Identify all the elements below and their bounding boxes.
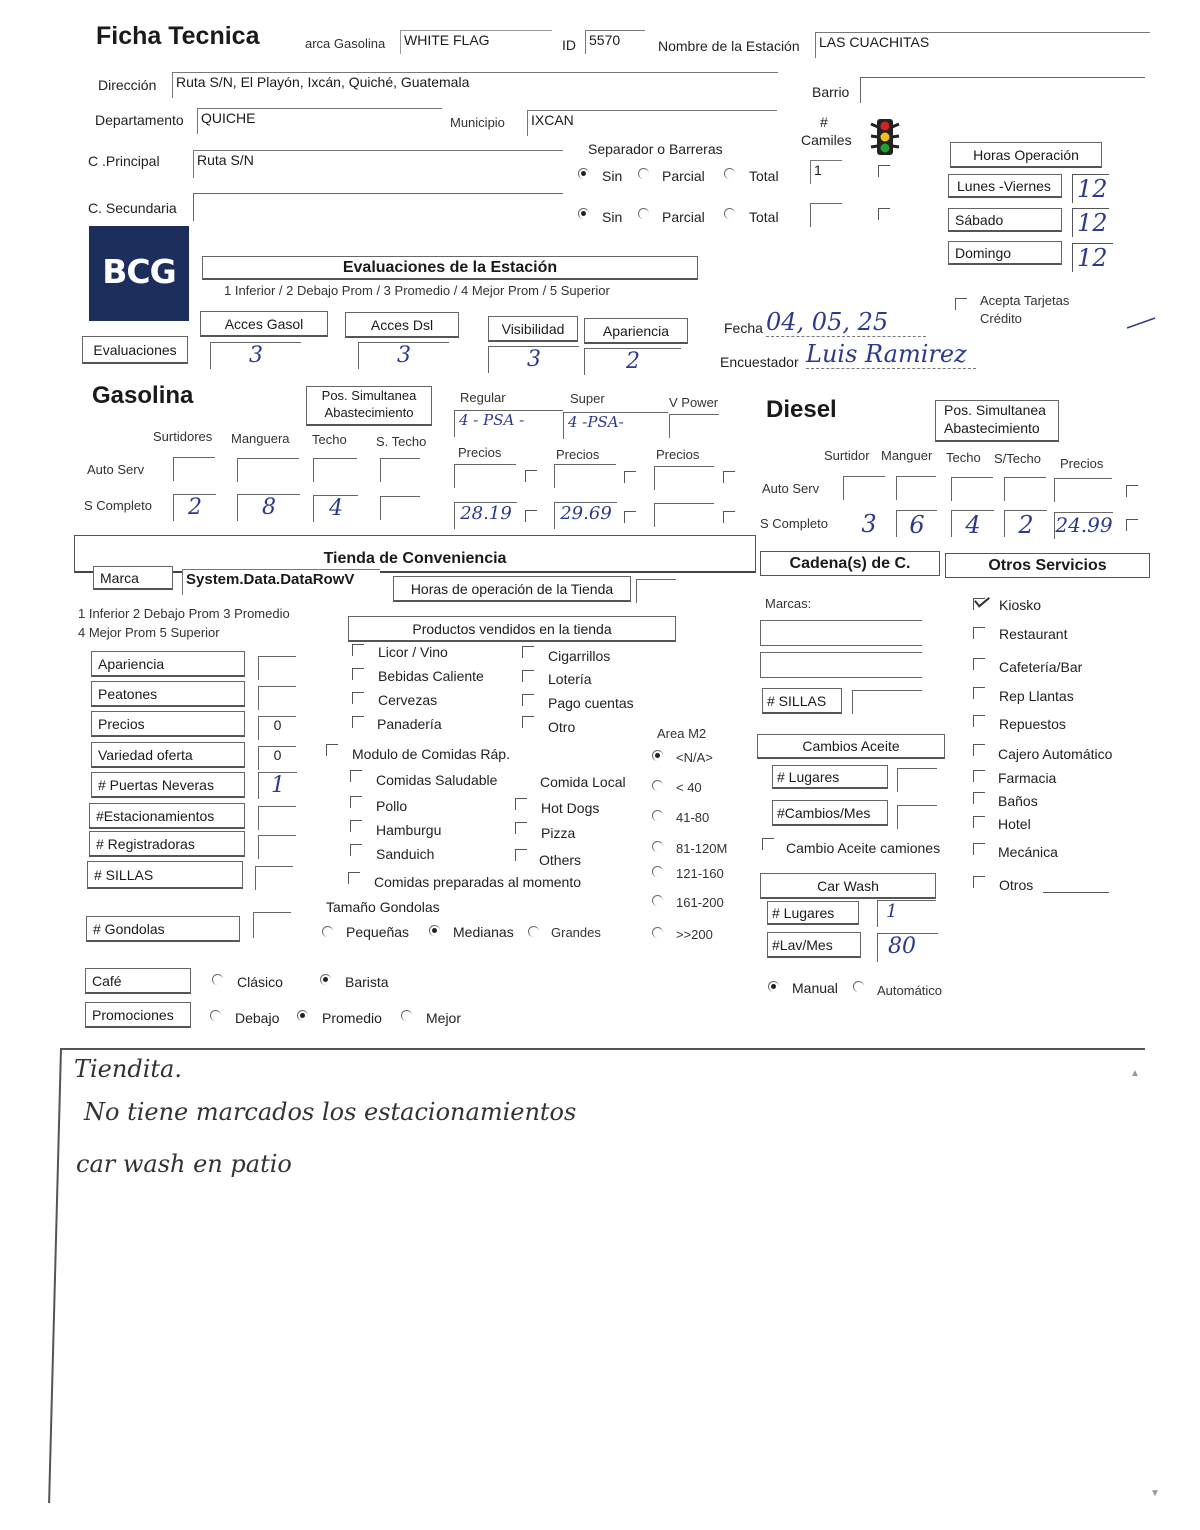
cw-lav-mes-field[interactable]: 80 (877, 933, 938, 962)
gasolina-pos-sim-line2: Abastecimiento (324, 405, 414, 420)
tienda-row-estacionamientos-label: #Estacionamientos (89, 803, 245, 829)
comidas-saludable-checkbox[interactable] (350, 770, 362, 782)
acces-dsl-label: Acces Dsl (345, 312, 459, 338)
regular-label: Regular (460, 390, 506, 405)
super-precios-label: Precios (556, 447, 600, 462)
tienda-row-peatones-label: Peatones (91, 681, 245, 707)
parcial-radio-2[interactable] (638, 208, 649, 219)
otros-label: Otros (999, 877, 1034, 893)
tienda-row-sillas-label: # SILLAS (87, 861, 243, 889)
cadena-header: Cadena(s) de C. (760, 551, 940, 576)
tienda-row-puertas-field[interactable]: 1 (258, 772, 297, 799)
diesel-s-completo-label: S Completo (760, 516, 828, 531)
others-label: Others (539, 852, 582, 868)
ca-lugares-field[interactable] (897, 768, 937, 792)
tienda-scale-2: 4 Mejor Prom 5 Superior (78, 625, 220, 640)
as-manguera-field[interactable] (237, 458, 299, 482)
cervezas-label: Cervezas (378, 692, 438, 708)
medianas-radio[interactable] (429, 925, 440, 936)
diesel-as-checkbox[interactable] (1126, 485, 1138, 497)
bcg-logo-text: BCG (102, 252, 176, 291)
cervezas-checkbox[interactable] (352, 692, 364, 704)
diesel-sc-precio-field[interactable]: 24.99 (1055, 513, 1113, 537)
tienda-header: Tienda de Conveniencia (74, 535, 756, 573)
automatico-radio[interactable] (853, 981, 864, 992)
rep-llantas-label: Rep Llantas (999, 688, 1074, 704)
banos-label: Baños (998, 793, 1038, 809)
c-secundaria-field[interactable] (193, 193, 563, 221)
hotel-checkbox[interactable] (973, 816, 985, 828)
modulo-comidas-checkbox[interactable] (326, 744, 338, 756)
promedio-label: Promedio (322, 1010, 382, 1026)
diesel-as-manguer-field[interactable] (896, 476, 936, 500)
scroll-up-icon[interactable]: ▲ (1130, 1068, 1140, 1079)
col-manguera: Manguera (231, 431, 290, 446)
cw-lugares-field[interactable]: 1 (877, 900, 936, 927)
pollo-label: Pollo (376, 798, 408, 814)
panaderia-checkbox[interactable] (352, 716, 364, 728)
tienda-marca-field[interactable]: System.Data.DataRowV (182, 569, 380, 595)
tienda-row-apariencia-field[interactable] (258, 656, 296, 680)
otros-checkbox[interactable] (973, 876, 985, 888)
cw-lav-mes-label: #Lav/Mes (767, 932, 861, 958)
sc-stecho-field[interactable] (380, 496, 420, 520)
diesel-col-manguer: Manguer (881, 448, 933, 463)
camiones-label: Camiles (801, 132, 852, 148)
tienda-row-variedad-field[interactable]: 0 (258, 746, 296, 770)
diesel-title: Diesel (766, 396, 837, 423)
sin-radio-2[interactable] (578, 208, 589, 219)
tienda-row-precios-label: Precios (91, 711, 245, 737)
camiones-hash: # (820, 114, 828, 130)
tienda-row-gondolas-field[interactable] (253, 912, 291, 938)
sin-label-1: Sin (602, 168, 623, 184)
area-200-label: >>200 (676, 927, 713, 942)
sabado-field[interactable]: 12 (1072, 208, 1109, 237)
diesel-col-surtidor: Surtidor (824, 448, 870, 463)
direccion-field[interactable]: Ruta S/N, El Playón, Ixcán, Quiché, Guatemala (172, 72, 778, 98)
credito-label: Crédito (980, 311, 1022, 326)
cadena-sillas-label: # SILLAS (762, 688, 842, 714)
camiones-field-1[interactable]: 1 (810, 160, 842, 184)
sc-super-checkbox[interactable] (624, 511, 636, 523)
comidas-preparadas-label: Comidas preparadas al momento (374, 874, 581, 890)
gasolina-title: Gasolina (92, 382, 194, 409)
departamento-label: Departamento (95, 112, 184, 128)
banos-checkbox[interactable] (973, 792, 985, 804)
super-label: Super (570, 391, 605, 406)
diesel-sc-surtidor-field[interactable]: 3 (861, 510, 877, 538)
c-principal-label: C .Principal (88, 153, 160, 169)
diesel-as-precio-field[interactable] (1054, 478, 1112, 502)
marca-gasolina-field[interactable]: WHITE FLAG (400, 30, 552, 54)
tienda-row-peatones-field[interactable] (258, 686, 296, 710)
sc-regular-checkbox[interactable] (525, 510, 537, 522)
grandes-label: Grandes (551, 925, 601, 940)
cw-lugares-label: # Lugares (767, 901, 859, 925)
licor-vino-checkbox[interactable] (352, 644, 364, 656)
otro-producto-checkbox[interactable] (522, 716, 534, 728)
municipio-field[interactable]: IXCAN (527, 110, 777, 136)
evaluaciones-scale: 1 Inferior / 2 Debajo Prom / 3 Promedio / 4 Mejor Prom / 5 Superior (224, 283, 610, 298)
bebidas-caliente-checkbox[interactable] (352, 668, 364, 680)
pequenas-label: Pequeñas (346, 924, 410, 940)
pago-cuentas-checkbox[interactable] (522, 694, 534, 706)
col-surtidores: Surtidores (153, 429, 213, 444)
cambios-aceite-header: Cambios Aceite (757, 734, 945, 759)
parcial-label-1: Parcial (662, 168, 705, 184)
gasolina-auto-serv-label: Auto Serv (87, 462, 145, 477)
parcial-radio-1[interactable] (638, 168, 649, 179)
note-line-2: No tiene marcados los estacionamientos (84, 1098, 577, 1126)
barrio-field[interactable] (860, 77, 1145, 103)
tienda-marca-label: Marca (93, 566, 173, 590)
c-principal-field[interactable]: Ruta S/N (193, 150, 563, 178)
mecanica-label: Mecánica (998, 844, 1058, 860)
area-41-80-radio[interactable] (652, 810, 663, 821)
productos-header: Productos vendidos en la tienda (348, 616, 676, 642)
mejor-label: Mejor (426, 1010, 462, 1026)
bcg-logo (89, 226, 189, 321)
acces-gasol-label: Acces Gasol (200, 311, 328, 337)
acces-gasol-field[interactable]: 3 (210, 342, 301, 369)
id-label: ID (562, 37, 576, 53)
hotel-label: Hotel (998, 816, 1031, 832)
pollo-checkbox[interactable] (350, 796, 362, 808)
diesel-sc-checkbox[interactable] (1126, 519, 1138, 531)
estacion-label: Nombre de la Estación (658, 38, 800, 54)
sanduich-label: Sanduich (376, 846, 435, 862)
evaluaciones-header: Evaluaciones de la Estación (202, 256, 698, 280)
panaderia-label: Panadería (377, 716, 442, 732)
grandes-radio[interactable] (528, 926, 539, 937)
visibilidad-label: Visibilidad (488, 316, 578, 342)
area-121-160-radio[interactable] (652, 866, 663, 877)
acepta-tarjetas-label: Acepta Tarjetas (980, 293, 1070, 308)
bebidas-caliente-label: Bebidas Caliente (378, 668, 484, 684)
col-s-techo: S. Techo (376, 434, 427, 449)
barista-radio[interactable] (320, 974, 331, 985)
scroll-down-icon[interactable]: ▼ (1150, 1488, 1160, 1499)
ca-cambios-mes-field[interactable] (897, 805, 937, 829)
cafeteria-label: Cafetería/Bar (999, 659, 1083, 675)
barrio-label: Barrio (812, 84, 850, 100)
sabado-label: Sábado (948, 208, 1062, 232)
fecha-field[interactable]: 04, 05, 25 (766, 308, 926, 337)
vpower-label: V Power (669, 395, 719, 410)
note-line-3: car wash en patio (76, 1150, 292, 1178)
tienda-row-sillas-field[interactable] (255, 866, 293, 890)
automatico-label: Automático (877, 983, 943, 998)
tienda-horas-label: Horas de operación de la Tienda (393, 576, 631, 602)
cajero-label: Cajero Automático (998, 746, 1113, 762)
total-radio-1[interactable] (724, 168, 735, 179)
pizza-checkbox[interactable] (515, 822, 527, 834)
area-200-radio[interactable] (652, 927, 663, 938)
sc-surtidores-field[interactable]: 2 (173, 494, 216, 521)
farmacia-label: Farmacia (998, 770, 1057, 786)
sin-label-2: Sin (602, 209, 623, 225)
page-title: Ficha Tecnica (96, 22, 260, 50)
area-161-200-label: 161-200 (676, 895, 724, 910)
col-techo: Techo (312, 432, 347, 447)
sc-techo-field[interactable]: 4 (313, 495, 358, 522)
otros-underline (1043, 892, 1109, 893)
comidas-saludable-label: Comidas Saludable (376, 772, 498, 788)
diesel-as-techo-field[interactable] (951, 477, 993, 501)
sc-vpower-checkbox[interactable] (723, 511, 735, 523)
repuestos-label: Repuestos (999, 716, 1066, 732)
pizza-label: Pizza (541, 825, 576, 841)
area-na-label: <N/A> (676, 750, 713, 765)
mejor-radio[interactable] (401, 1010, 412, 1021)
manual-label: Manual (792, 980, 838, 996)
comida-local-label: Comida Local (540, 774, 626, 790)
debajo-radio[interactable] (210, 1010, 221, 1021)
otro-producto-label: Otro (548, 719, 576, 735)
c-secundaria-label: C. Secundaria (88, 200, 177, 216)
apariencia-eval-field[interactable]: 2 (584, 348, 681, 375)
estacion-field[interactable]: LAS CUACHITAS (815, 32, 1150, 58)
marca-gasolina-label: arca Gasolina (305, 36, 386, 51)
lunes-viernes-label: Lunes -Viernes (948, 174, 1062, 198)
pago-cuentas-label: Pago cuentas (548, 695, 634, 711)
area-m2-label: Area M2 (657, 726, 707, 741)
diesel-sc-stecho-field[interactable]: 2 (1004, 510, 1047, 537)
diesel-sc-techo-field[interactable]: 4 (951, 510, 994, 537)
area-na-radio[interactable] (652, 750, 663, 761)
acepta-tarjetas-checkbox[interactable] (955, 298, 967, 310)
tienda-row-estacionamientos-field[interactable] (258, 806, 296, 830)
sc-regular-precio-field[interactable]: 28.19 (454, 502, 517, 529)
visibilidad-field[interactable]: 3 (488, 346, 579, 373)
tienda-row-apariencia-label: Apariencia (91, 651, 245, 677)
area-40-radio[interactable] (652, 780, 663, 791)
hot-dogs-checkbox[interactable] (515, 798, 527, 810)
promociones-label: Promociones (85, 1002, 191, 1028)
total-label-2: Total (749, 209, 779, 225)
loteria-checkbox[interactable] (522, 670, 534, 682)
restaurant-checkbox[interactable] (973, 627, 985, 639)
total-radio-2[interactable] (724, 208, 735, 219)
as-techo-field[interactable] (313, 458, 357, 482)
diesel-pos-sim-line2: Abastecimiento (944, 420, 1040, 436)
comidas-preparadas-checkbox[interactable] (348, 872, 360, 884)
marcas-label: Marcas: (765, 596, 812, 611)
cambio-camiones-checkbox[interactable] (762, 838, 774, 850)
tamano-gondolas-label: Tamaño Gondolas (326, 899, 440, 915)
as-surtidores-field[interactable] (173, 457, 215, 481)
tienda-row-registradoras-label: # Registradoras (89, 831, 245, 857)
otros-servicios-header: Otros Servicios (945, 553, 1150, 578)
hamburguesa-checkbox[interactable] (350, 820, 362, 832)
debajo-label: Debajo (235, 1010, 280, 1026)
clasico-radio[interactable] (212, 974, 223, 985)
tienda-row-puertas-label: # Puertas Neveras (91, 772, 245, 798)
evaluaciones-section-label: Evaluaciones (82, 336, 188, 364)
loteria-label: Lotería (548, 671, 592, 687)
domingo-field[interactable]: 12 (1072, 243, 1113, 272)
others-checkbox[interactable] (515, 849, 527, 861)
mecanica-checkbox[interactable] (973, 843, 985, 855)
horas-operacion-header: Horas Operación (950, 142, 1102, 168)
barista-label: Barista (345, 974, 389, 990)
lunes-viernes-field[interactable]: 12 (1072, 174, 1109, 203)
traffic-light-icon (869, 118, 901, 156)
sc-manguera-field[interactable]: 8 (237, 494, 300, 521)
car-wash-header: Car Wash (760, 873, 936, 899)
modulo-comidas-label: Modulo de Comidas Ráp. (352, 746, 510, 762)
tienda-row-variedad-label: Variedad oferta (91, 742, 245, 768)
tienda-row-gondolas-label: # Gondolas (86, 916, 240, 942)
diesel-auto-serv-label: Auto Serv (762, 481, 820, 496)
total-label-1: Total (749, 168, 779, 184)
rep-llantas-checkbox[interactable] (973, 687, 985, 699)
kiosko-label: Kiosko (999, 597, 1042, 613)
encuestador-field[interactable]: Luis Ramirez (806, 340, 976, 369)
regular-precios-label: Precios (458, 445, 502, 460)
municipio-label: Municipio (450, 115, 505, 130)
restaurant-label: Restaurant (999, 626, 1068, 642)
area-81-120-label: 81-120M (676, 841, 728, 856)
acces-dsl-field[interactable]: 3 (358, 342, 449, 369)
as-stecho-field[interactable] (380, 458, 420, 482)
sc-vpower-precio-field[interactable] (654, 503, 714, 527)
as-vpower-precio-field[interactable] (654, 466, 714, 490)
kiosko-checkbox[interactable] (973, 598, 985, 610)
promedio-radio[interactable] (297, 1010, 308, 1021)
diesel-col-precios: Precios (1060, 456, 1104, 471)
regular-pos-field[interactable]: 4 - PSA - (454, 410, 563, 437)
ca-cambios-mes-label: #Cambios/Mes (772, 800, 888, 826)
repuestos-checkbox[interactable] (973, 715, 985, 727)
cajero-checkbox[interactable] (973, 744, 985, 756)
super-pos-field[interactable]: 4 -PSA- (563, 412, 668, 439)
diesel-pos-sim-line1: Pos. Simultanea (944, 402, 1046, 418)
diesel-col-stecho: S/Techo (994, 451, 1041, 466)
tienda-row-registradoras-field[interactable] (258, 835, 296, 859)
diesel-col-techo: Techo (946, 450, 981, 465)
parcial-label-2: Parcial (662, 209, 705, 225)
fecha-label: Fecha (724, 320, 763, 336)
as-regular-precio-field[interactable] (454, 464, 516, 488)
licor-vino-label: Licor / Vino (378, 644, 448, 660)
area-81-120-radio[interactable] (652, 841, 663, 852)
tienda-row-precios-field[interactable]: 0 (258, 716, 296, 740)
vpower-pos-field[interactable] (669, 414, 719, 438)
separador-label: Separador o Barreras (588, 141, 723, 157)
diesel-sc-manguer-field[interactable]: 6 (896, 510, 937, 537)
diesel-as-surtidor-field[interactable] (843, 476, 885, 500)
farmacia-checkbox[interactable] (973, 770, 985, 782)
camiones-checkbox-2[interactable] (878, 208, 890, 220)
hot-dogs-label: Hot Dogs (541, 800, 600, 816)
pen-mark-icon (1125, 316, 1157, 330)
ca-lugares-label: # Lugares (772, 765, 888, 789)
area-161-200-radio[interactable] (652, 895, 663, 906)
domingo-label: Domingo (948, 241, 1062, 265)
diesel-pos-simultanea (935, 400, 1059, 442)
cafe-label: Café (85, 968, 191, 994)
camiones-field-2[interactable] (810, 203, 842, 227)
camiones-checkbox-1[interactable] (878, 165, 890, 177)
gasolina-pos-sim-line1: Pos. Simultanea (321, 388, 417, 403)
area-121-160-label: 121-160 (676, 866, 724, 881)
tienda-horas-field[interactable] (636, 579, 676, 603)
sanduich-checkbox[interactable] (350, 844, 362, 856)
hamburguesa-label: Hamburgu (376, 822, 442, 838)
cafeteria-checkbox[interactable] (973, 658, 985, 670)
diesel-as-stecho-field[interactable] (1004, 477, 1046, 501)
encuestador-label: Encuestador (720, 354, 799, 370)
departamento-field[interactable]: QUICHE (197, 108, 442, 134)
area-41-80-label: 41-80 (676, 810, 710, 825)
area-40-label: < 40 (676, 780, 702, 795)
cambio-camiones-label: Cambio Aceite camiones (786, 840, 941, 856)
manual-radio[interactable] (768, 981, 779, 992)
cigarrillos-checkbox[interactable] (522, 646, 534, 658)
apariencia-eval-label: Apariencia (584, 318, 688, 344)
marcas-field-2[interactable] (760, 652, 922, 678)
direccion-label: Dirección (98, 77, 157, 93)
as-vpower-checkbox[interactable] (723, 471, 735, 483)
vpower-precios-label: Precios (656, 447, 700, 462)
note-line-1: Tiendita. (74, 1055, 182, 1083)
medianas-label: Medianas (453, 924, 514, 940)
gasolina-pos-simultanea (306, 386, 432, 426)
pequenas-radio[interactable] (322, 926, 333, 937)
clasico-label: Clásico (237, 974, 283, 990)
sin-radio-1[interactable] (578, 168, 589, 179)
sc-super-precio-field[interactable]: 29.69 (554, 502, 617, 529)
cadena-sillas-field[interactable] (852, 690, 922, 714)
as-super-precio-field[interactable] (554, 464, 616, 488)
marcas-field-1[interactable] (760, 620, 922, 646)
as-regular-checkbox[interactable] (525, 470, 537, 482)
cigarrillos-label: Cigarrillos (548, 648, 611, 664)
as-super-checkbox[interactable] (624, 471, 636, 483)
gasolina-s-completo-label: S Completo (84, 498, 152, 513)
id-field[interactable]: 5570 (585, 30, 645, 54)
tienda-scale-1: 1 Inferior 2 Debajo Prom 3 Promedio (78, 606, 290, 621)
